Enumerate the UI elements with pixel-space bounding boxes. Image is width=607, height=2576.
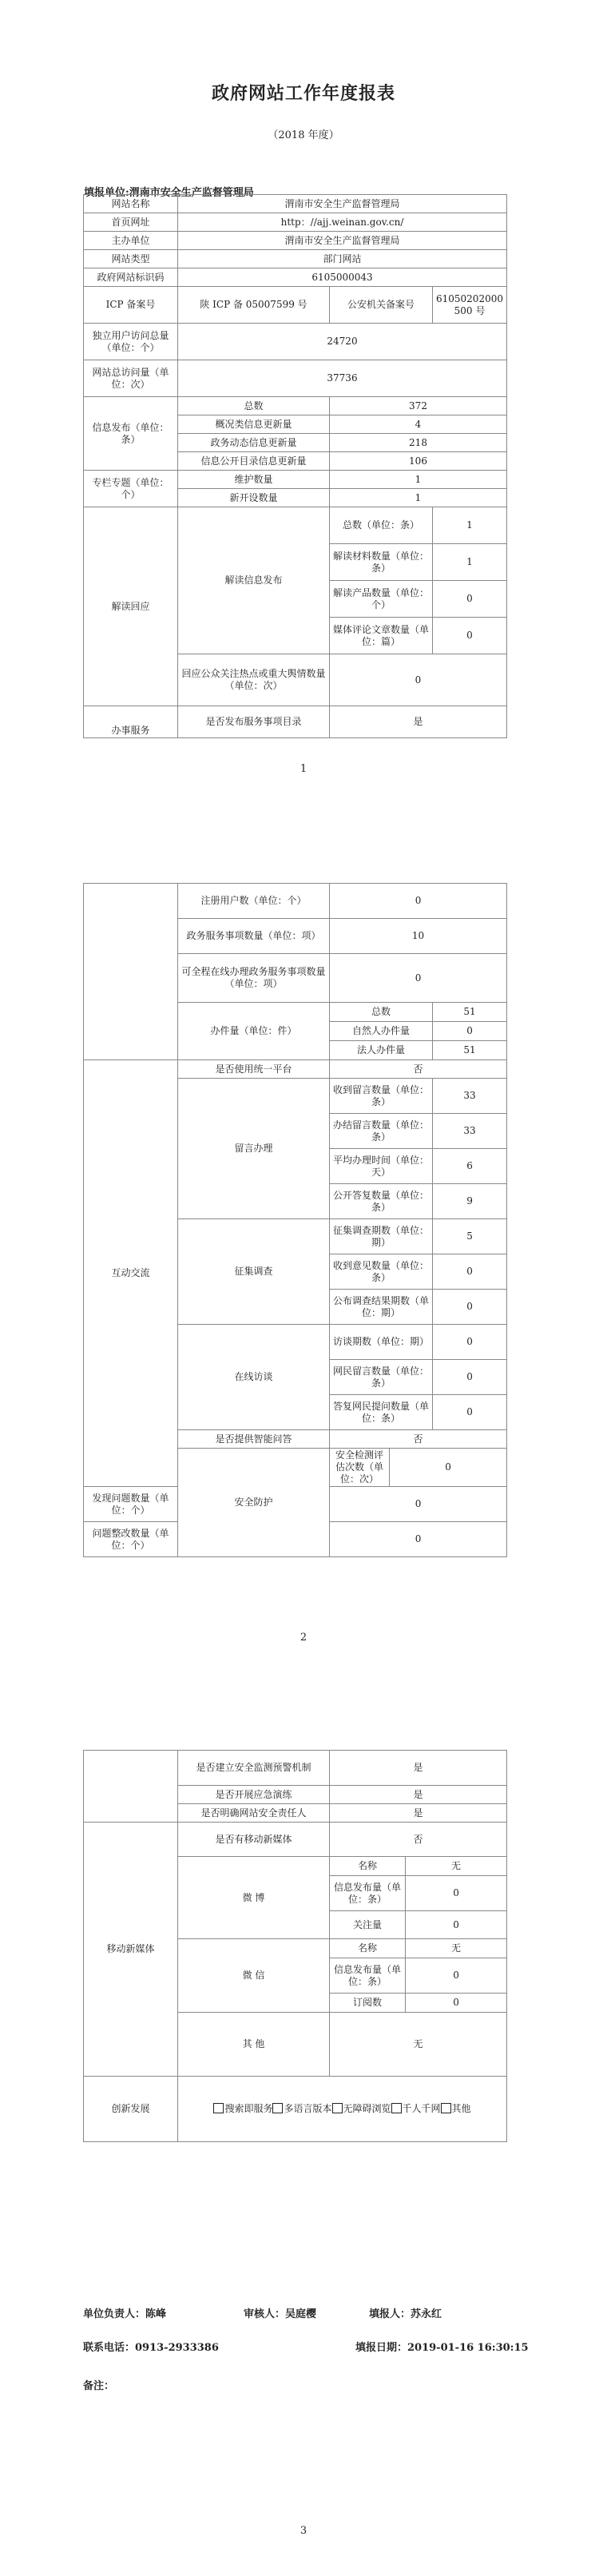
service-continued: [84, 884, 178, 1060]
mobile-label: 移动新媒体: [84, 1823, 178, 2077]
interp-product: 0: [433, 581, 507, 618]
sec-found-label: 发现问题数量（单位：个）: [84, 1487, 178, 1522]
cases-legal: 51: [433, 1041, 507, 1060]
innovation-options: [178, 2077, 507, 2142]
unit-leader: 单位负责人：陈峰: [83, 2308, 167, 2320]
reviewer: 审核人：吴庭樱: [244, 2308, 317, 2320]
report-table-page2: [83, 883, 507, 1557]
info-dynamic-label: 政务动态信息更新量: [178, 434, 330, 452]
interview-msgs: 0: [433, 1360, 507, 1395]
interp-material-label: 解读材料数量（单位：条）: [330, 544, 433, 581]
msg-done-label: 办结留言数量（单位：条）: [330, 1114, 433, 1149]
sec-fixed: 0: [330, 1522, 507, 1557]
innov-other-checkbox[interactable]: [441, 2103, 471, 2114]
homepage-url: http：//ajj.weinan.gov.cn/: [178, 213, 507, 232]
innov-multilang-label: 多语言版本: [284, 2103, 332, 2114]
innov-accessibility-label: 无障碍浏览: [343, 2103, 391, 2114]
reg-users-label: 注册用户数（单位：个）: [178, 884, 330, 919]
report-table-page3: [83, 1750, 507, 2142]
cases-total-label: 总数: [330, 1003, 433, 1022]
service-items: 10: [330, 919, 507, 954]
homepage-label: 首页网址: [84, 213, 178, 232]
msg-received: 33: [433, 1079, 507, 1114]
fill-date: 填报日期：2019-01-16 16:30:15: [355, 2342, 529, 2354]
cases-legal-label: 法人办件量: [330, 1041, 433, 1060]
interp-media-label: 媒体评论文章数量（单位：篇）: [330, 618, 433, 654]
innov-accessibility-checkbox[interactable]: [332, 2103, 391, 2114]
wechat-label: 微 信: [178, 1939, 330, 2013]
msg-days: 6: [433, 1149, 507, 1184]
sec-fixed-label: 问题整改数量（单位：个）: [84, 1522, 178, 1557]
interview-answers: 0: [433, 1395, 507, 1430]
cases-natural-label: 自然人办件量: [330, 1022, 433, 1041]
service-publish-label: 是否发布服务事项目录: [178, 706, 330, 738]
msg-public: 9: [433, 1184, 507, 1219]
innov-search-checkbox[interactable]: [213, 2103, 272, 2114]
security-label: 安全防护: [178, 1449, 330, 1557]
monitor-label: 是否建立安全监测预警机制: [178, 1751, 330, 1786]
host-label: 主办单位: [84, 232, 178, 250]
smart-qa-label: 是否提供智能问答: [178, 1430, 330, 1449]
service-publish: 是: [330, 706, 507, 738]
unified: 否: [330, 1060, 507, 1079]
info-public-label: 信息公开目录信息更新量: [178, 452, 330, 471]
info-label: 信息发布（单位：条）: [84, 397, 178, 471]
info-public: 106: [330, 452, 507, 471]
interaction-label: 互动交流: [84, 1060, 178, 1487]
site-type: 部门网站: [178, 250, 507, 268]
weibo-posts: 0: [406, 1876, 507, 1911]
survey-opinions: 0: [433, 1254, 507, 1290]
site-type-label: 网站类型: [84, 250, 178, 268]
innov-personalized-checkbox[interactable]: [391, 2103, 441, 2114]
visits-value: 37736: [178, 360, 507, 397]
weibo-name-label: 名称: [330, 1857, 406, 1876]
service-label: 办事服务: [84, 706, 178, 738]
report-table-page1: [83, 194, 507, 738]
survey-results: 0: [433, 1290, 507, 1325]
interview-count-label: 访谈期数（单位：期）: [330, 1325, 433, 1360]
filing-unit: 填报单位:渭南市安全生产监督管理局: [84, 187, 254, 199]
smart-qa: 否: [330, 1430, 507, 1449]
interview-count: 0: [433, 1325, 507, 1360]
other: 无: [330, 2013, 507, 2077]
survey-opinions-label: 收到意见数量（单位：条）: [330, 1254, 433, 1290]
has-mobile: 否: [330, 1823, 507, 1857]
sec-checks-label: 安全检测评估次数（单位：次）: [330, 1449, 390, 1487]
page-number-2: 2: [300, 1632, 307, 1644]
unified-label: 是否使用统一平台: [178, 1060, 330, 1079]
innov-other-label: 其他: [451, 2103, 471, 2114]
interview-label: 在线访谈: [178, 1325, 330, 1430]
online-items-label: 可全程在线办理政务服务事项数量（单位：项）: [178, 954, 330, 1003]
survey-label: 征集调查: [178, 1219, 330, 1325]
info-overview-label: 概况类信息更新量: [178, 415, 330, 434]
monitor: 是: [330, 1751, 507, 1786]
topic-label: 专栏专题（单位：个）: [84, 471, 178, 507]
report-title: 政府网站工作年度报表: [211, 83, 395, 104]
wechat-subs: 0: [406, 1994, 507, 2013]
host-unit: 渭南市安全生产监督管理局: [178, 232, 507, 250]
msg-public-label: 公开答复数量（单位：条）: [330, 1184, 433, 1219]
interview-answers-label: 答复网民提问数量（单位：条）: [330, 1395, 433, 1430]
info-overview: 4: [330, 415, 507, 434]
interp-hotspot: 0: [330, 654, 507, 706]
online-items: 0: [330, 954, 507, 1003]
wechat-subs-label: 订阅数: [330, 1994, 406, 2013]
visitors-label: 独立用户访问总量（单位：个）: [84, 324, 178, 360]
police-label: 公安机关备案号: [330, 287, 433, 324]
info-total-label: 总数: [178, 397, 330, 415]
site-code: 6105000043: [178, 268, 507, 287]
interp-product-label: 解读产品数量（单位：个）: [330, 581, 433, 618]
interp-release-label: 解读信息发布: [178, 507, 330, 654]
survey-count: 5: [433, 1219, 507, 1254]
topic-maintain: 1: [330, 471, 507, 489]
sec-checks: 0: [390, 1449, 507, 1487]
has-mobile-label: 是否有移动新媒体: [178, 1823, 330, 1857]
cases-total: 51: [433, 1003, 507, 1022]
weibo-follow: 0: [406, 1911, 507, 1939]
responsible-label: 是否明确网站安全责任人: [178, 1804, 330, 1823]
interp-media: 0: [433, 618, 507, 654]
service-items-label: 政务服务事项数量（单位：项）: [178, 919, 330, 954]
wechat-posts: 0: [406, 1958, 507, 1994]
innov-personalized-label: 千人千网: [402, 2103, 441, 2114]
site-name-label: 网站名称: [84, 195, 178, 213]
weibo-posts-label: 信息发布量（单位：条）: [330, 1876, 406, 1911]
wechat-posts-label: 信息发布量（单位：条）: [330, 1958, 406, 1994]
wechat-name-label: 名称: [330, 1939, 406, 1958]
interview-msgs-label: 网民留言数量（单位：条）: [330, 1360, 433, 1395]
wechat-name: 无: [406, 1939, 507, 1958]
visitors-value: 24720: [178, 324, 507, 360]
icp-label: ICP 备案号: [84, 287, 178, 324]
drill: 是: [330, 1786, 507, 1804]
security-continued: [84, 1751, 178, 1823]
topic-new-label: 新开设数量: [178, 489, 330, 507]
weibo-follow-label: 关注量: [330, 1911, 406, 1939]
topic-new: 1: [330, 489, 507, 507]
msg-days-label: 平均办理时间（单位：天）: [330, 1149, 433, 1184]
info-total: 372: [330, 397, 507, 415]
site-name: 渭南市安全生产监督管理局: [178, 195, 507, 213]
interp-total-label: 总数（单位：条）: [330, 507, 433, 544]
police-number: 61050202000500 号: [433, 287, 507, 324]
interp-label: 解读回应: [84, 507, 178, 706]
innov-multilang-checkbox[interactable]: [272, 2103, 331, 2114]
reg-users: 0: [330, 884, 507, 919]
innovation-label: 创新发展: [84, 2077, 178, 2142]
visits-label: 网站总访问量（单位：次）: [84, 360, 178, 397]
weibo-label: 微 博: [178, 1857, 330, 1939]
other-label: 其 他: [178, 2013, 330, 2077]
interp-total: 1: [433, 507, 507, 544]
page-number-3: 3: [300, 2525, 307, 2537]
topic-maintain-label: 维护数量: [178, 471, 330, 489]
site-code-label: 政府网站标识码: [84, 268, 178, 287]
icp-number: 陕 ICP 备 05007599 号: [178, 287, 330, 324]
interp-hotspot-label: 回应公众关注热点或重大舆情数量（单位：次）: [178, 654, 330, 706]
msg-label: 留言办理: [178, 1079, 330, 1219]
weibo-name: 无: [406, 1857, 507, 1876]
filler: 填报人：苏永红: [369, 2308, 442, 2320]
cases-label: 办件量（单位：件）: [178, 1003, 330, 1060]
remark: 备注：: [83, 2380, 115, 2392]
msg-received-label: 收到留言数量（单位：条）: [330, 1079, 433, 1114]
cases-natural: 0: [433, 1022, 507, 1041]
survey-count-label: 征集调查期数（单位：期）: [330, 1219, 433, 1254]
contact-phone: 联系电话：0913-2933386: [83, 2342, 219, 2354]
page-number-1: 1: [300, 763, 307, 775]
sec-found: 0: [330, 1487, 507, 1522]
msg-done: 33: [433, 1114, 507, 1149]
responsible: 是: [330, 1804, 507, 1823]
report-year: （2018 年度）: [268, 129, 339, 141]
survey-results-label: 公布调查结果期数（单位：期）: [330, 1290, 433, 1325]
interp-material: 1: [433, 544, 507, 581]
drill-label: 是否开展应急演练: [178, 1786, 330, 1804]
innov-search-label: 搜索即服务: [224, 2103, 273, 2114]
info-dynamic: 218: [330, 434, 507, 452]
